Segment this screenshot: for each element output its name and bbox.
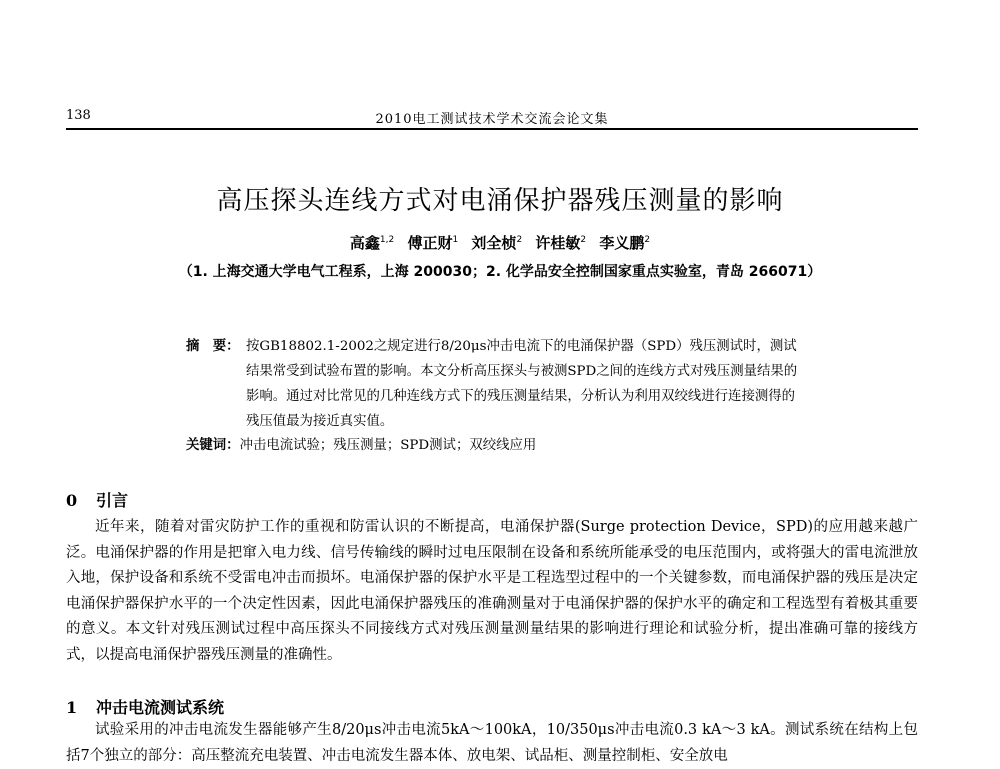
page-number: 138: [66, 108, 91, 123]
running-header: [66, 106, 918, 130]
section-heading: [66, 695, 224, 718]
abstract-label: 摘 要：: [186, 338, 240, 354]
section-title: 引言: [96, 491, 129, 510]
abstract-text: 按GB18802.1-2002之规定进行8/20μs冲击电流下的电涌保护器（SPD）残压测试时，测试结果常受到试验布置的影响。本文分析高压探头与被测SPD之间的连线方式对残压测量结果的影响。通过对比常见的几种连线方式下的残压测量结果，分析认为利用双绞线进行连接测得的残压值最为接近真实值。: [246, 339, 798, 429]
author: 李义鹏$^2$: [599, 234, 651, 252]
author: 高鑫$^{1,2}$: [349, 234, 395, 252]
author: 傅正财$^1$: [407, 234, 459, 252]
affiliation: （1. 上海交通大学电气工程系，上海 200030；2. 化学品安全控制国家重点实验室，青岛 266071）: [178, 264, 822, 280]
section-heading: [66, 488, 128, 511]
section-body: 近年来，随着对雷灾防护工作的重视和防雷认识的不断提高，电涌保护器(Surge protection Device，SPD)的应用越来越广泛。电涌保护器的作用是把窜入电力线、信号传输线的瞬时过电压限制在设备和系统所能承受的电压范围内，或将强大的雷电流泄放入地，保护设备和系统不受雷电冲击而损坏。电涌保护器的保护水平是工程选型过程中的一个关键参数，而电涌保护器的残压是决定电涌保护器保护水平的一个决定性因素，因此电涌保护器残压的准确测量对于电涌保护器的保护水平的确定和工程选型有着极其重要的意义。本文针对残压测试过程中高压探头不同接线方式对残压测量测量结果的影响进行理论和试验分析，提出准确可靠的接线方式，以提高电涌保护器残压测量的准确性。: [66, 519, 918, 663]
abstract: [186, 334, 806, 434]
section-body: 试验采用的冲击电流发生器能够产生8/20μs冲击电流5kA～100kA，10/350μs冲击电流0.3 kA～3 kA。测试系统在结构上包括7个独立的部分：高压整流充电装置、冲击电流发生器本体、放电架、试品柜、测量控制柜、安全放电: [66, 722, 918, 764]
section-title: 冲击电流测试系统: [96, 698, 225, 717]
author: 许桂敏$^2$: [535, 234, 587, 252]
author: 刘全桢$^2$: [471, 234, 523, 252]
section-number: 1: [66, 698, 78, 717]
keywords-text: 冲击电流试验；残压测量；SPD测试；双绞线应用: [239, 438, 537, 453]
keywords-label: 关键词：: [186, 437, 240, 453]
running-title: 2010电工测试技术学术交流会论文集: [375, 112, 609, 127]
section-number: 0: [66, 491, 78, 510]
author-list: [0, 232, 1000, 253]
keywords: [186, 434, 536, 453]
paper-title: 高压探头连线方式对电涌保护器残压测量的影响: [216, 186, 784, 216]
